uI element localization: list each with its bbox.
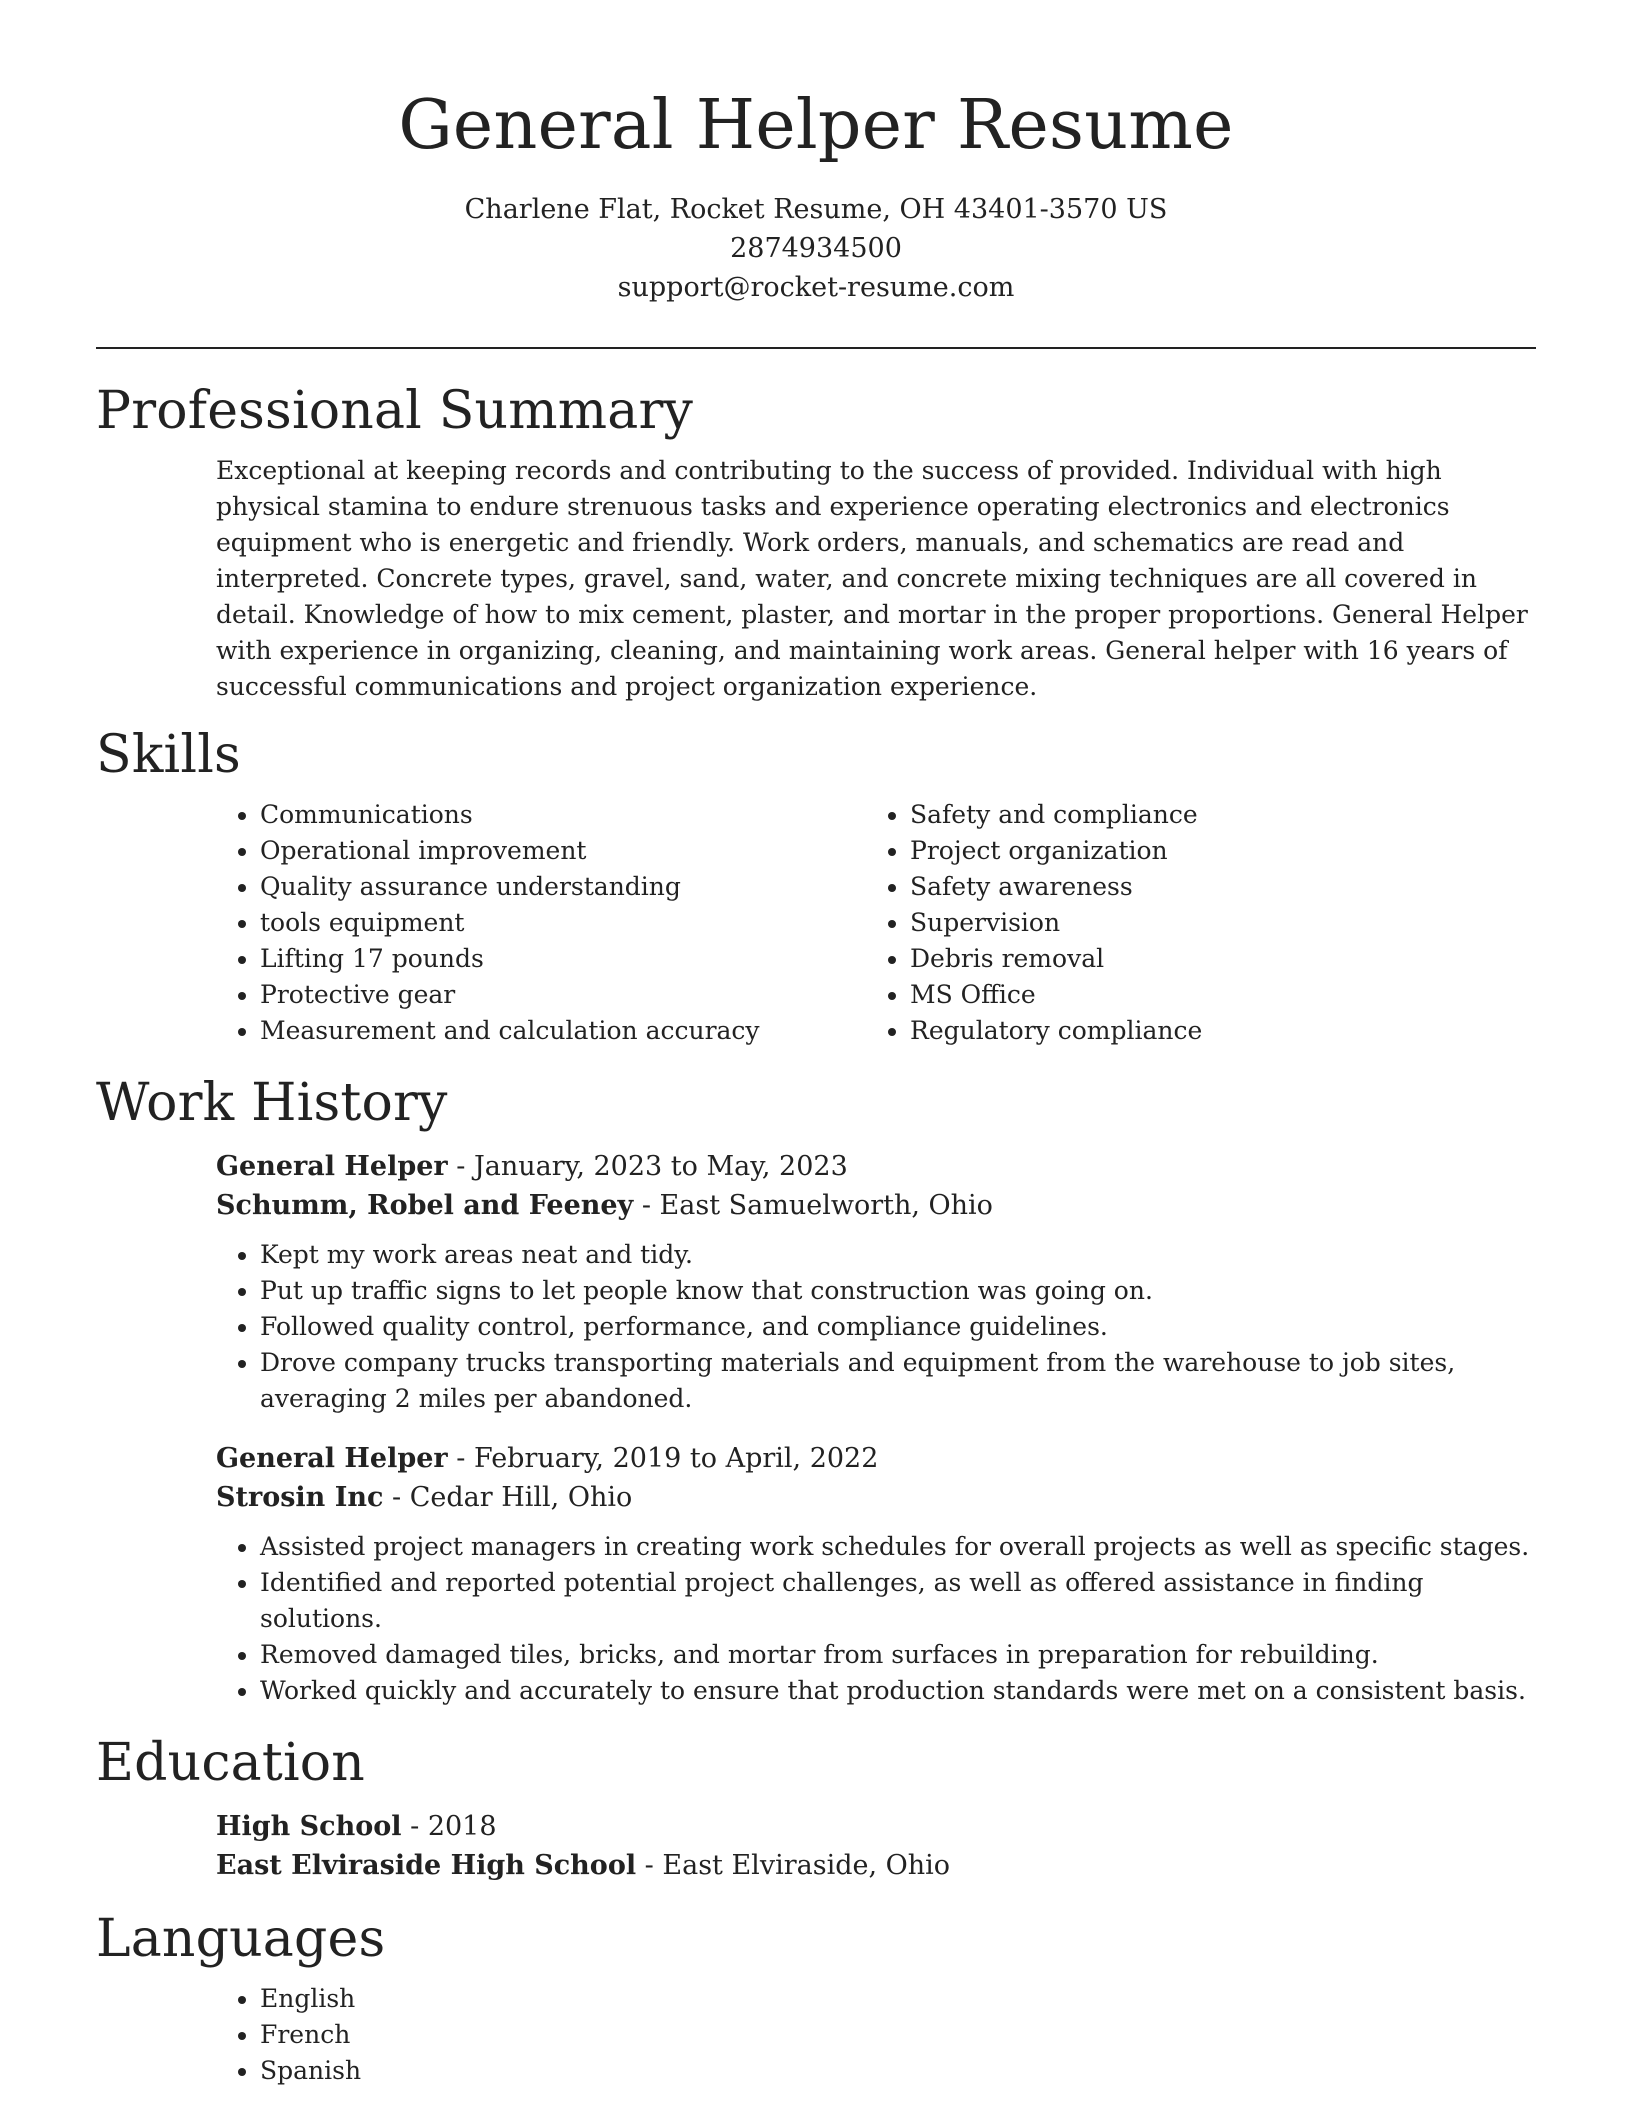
skill-item: • Regulatory compliance <box>910 1013 1516 1049</box>
job-duty: • Identified and reported potential project challenges, as well as offered assistance in finding solutions. <box>260 1565 1536 1637</box>
job-title-line <box>216 1147 1536 1186</box>
contact-phone: 2874934500 <box>730 233 902 264</box>
job-title-line <box>216 1439 1536 1478</box>
language-item: • French <box>260 2017 1536 2053</box>
job-location: - East Samuelworth, Ohio <box>633 1190 993 1221</box>
job-duty: • Assisted project managers in creating work schedules for overall projects as well as specific stages. <box>260 1529 1536 1565</box>
education-section <box>96 1731 1536 1885</box>
education-school-line <box>216 1846 1536 1885</box>
education-location: - East Elviraside, Ohio <box>636 1850 951 1881</box>
summary-text: Exceptional at keeping records and contributing to the success of provided. Individual with high physical stamina to endure strenuous tasks and experience operating electronics and electronics equipment who is energetic and friendly. Work orders, manuals, and schematics are read and interpreted. Concrete types, gravel, sand, water, and concrete mixing techniques are all covered in detail. Knowledge of how to mix cement, plaster, and mortar in the proper proportions. General Helper with experience in organizing, cleaning, and maintaining work areas. General helper with 16 years of successful communications and project organization experience. <box>216 456 1528 701</box>
skills-column-right <box>866 797 1516 1049</box>
job-duties-list <box>216 1529 1536 1709</box>
education-entry <box>216 1807 1536 1885</box>
skill-item: • Protective gear <box>260 977 866 1013</box>
job-duty: • Put up traffic signs to let people know that construction was going on. <box>260 1273 1536 1309</box>
job-duty: • Removed damaged tiles, bricks, and mortar from surfaces in preparation for rebuilding. <box>260 1637 1536 1673</box>
job-duty: • Drove company trucks transporting materials and equipment from the warehouse to job sites, averaging 2 miles per abandoned. <box>260 1345 1536 1417</box>
work-history-heading: Work History <box>96 1073 448 1133</box>
education-heading: Education <box>96 1733 365 1793</box>
skill-item: • Safety and compliance <box>910 797 1516 833</box>
resume-page <box>96 0 1536 2089</box>
skill-item: • MS Office <box>910 977 1516 1013</box>
languages-wrap <box>216 1981 1536 2089</box>
skill-item: • Lifting 17 pounds <box>260 941 866 977</box>
languages-heading: Languages <box>96 1909 386 1969</box>
job-title: General Helper <box>216 1151 448 1182</box>
language-item: • Spanish <box>260 2053 1536 2089</box>
job-company-line <box>216 1186 1536 1225</box>
languages-list <box>216 1981 1536 2089</box>
skills-columns <box>216 797 1536 1049</box>
skills-column-left <box>216 797 866 1049</box>
summary-section <box>96 379 1536 705</box>
skill-item: • Communications <box>260 797 866 833</box>
job-location: - Cedar Hill, Ohio <box>383 1482 633 1513</box>
job-company: Strosin Inc <box>216 1482 384 1513</box>
skills-section <box>96 723 1536 1049</box>
contact-address: Charlene Flat, Rocket Resume, OH 43401-3570 US <box>464 194 1168 225</box>
header-divider <box>96 347 1536 349</box>
skill-item: • Safety awareness <box>910 869 1516 905</box>
job-company-line <box>216 1478 1536 1517</box>
languages-section <box>96 1907 1536 2089</box>
job-title: General Helper <box>216 1443 448 1474</box>
skills-heading: Skills <box>96 725 241 785</box>
education-degree-line <box>216 1807 1536 1846</box>
work-history-section <box>96 1071 1536 1709</box>
contact-block <box>96 190 1536 307</box>
job-entry <box>216 1439 1536 1709</box>
resume-title: General Helper Resume <box>398 86 1234 165</box>
skill-item: • Project organization <box>910 833 1516 869</box>
language-item: • English <box>260 1981 1536 2017</box>
education-degree: High School <box>216 1811 402 1842</box>
skills-list-right <box>866 797 1516 1049</box>
education-year: - 2018 <box>401 1811 497 1842</box>
education-school: East Elviraside High School <box>216 1850 637 1881</box>
job-dates: - January, 2023 to May, 2023 <box>447 1151 848 1182</box>
job-duty: • Followed quality control, performance, and compliance guidelines. <box>260 1309 1536 1345</box>
job-dates: - February, 2019 to April, 2022 <box>447 1443 879 1474</box>
skill-item: • tools equipment <box>260 905 866 941</box>
skills-list-left <box>216 797 866 1049</box>
skill-item: • Debris removal <box>910 941 1516 977</box>
job-company: Schumm, Robel and Feeney <box>216 1190 634 1221</box>
skill-item: • Operational improvement <box>260 833 866 869</box>
contact-email: support@rocket-resume.com <box>617 272 1015 303</box>
summary-heading: Professional Summary <box>96 381 694 441</box>
job-duty: • Kept my work areas neat and tidy. <box>260 1237 1536 1273</box>
skill-item: • Measurement and calculation accuracy <box>260 1013 866 1049</box>
job-duties-list <box>216 1237 1536 1417</box>
job-duty: • Worked quickly and accurately to ensure that production standards were met on a consistent basis. <box>260 1673 1536 1709</box>
job-entry <box>216 1147 1536 1417</box>
skill-item: • Quality assurance understanding <box>260 869 866 905</box>
skill-item: • Supervision <box>910 905 1516 941</box>
